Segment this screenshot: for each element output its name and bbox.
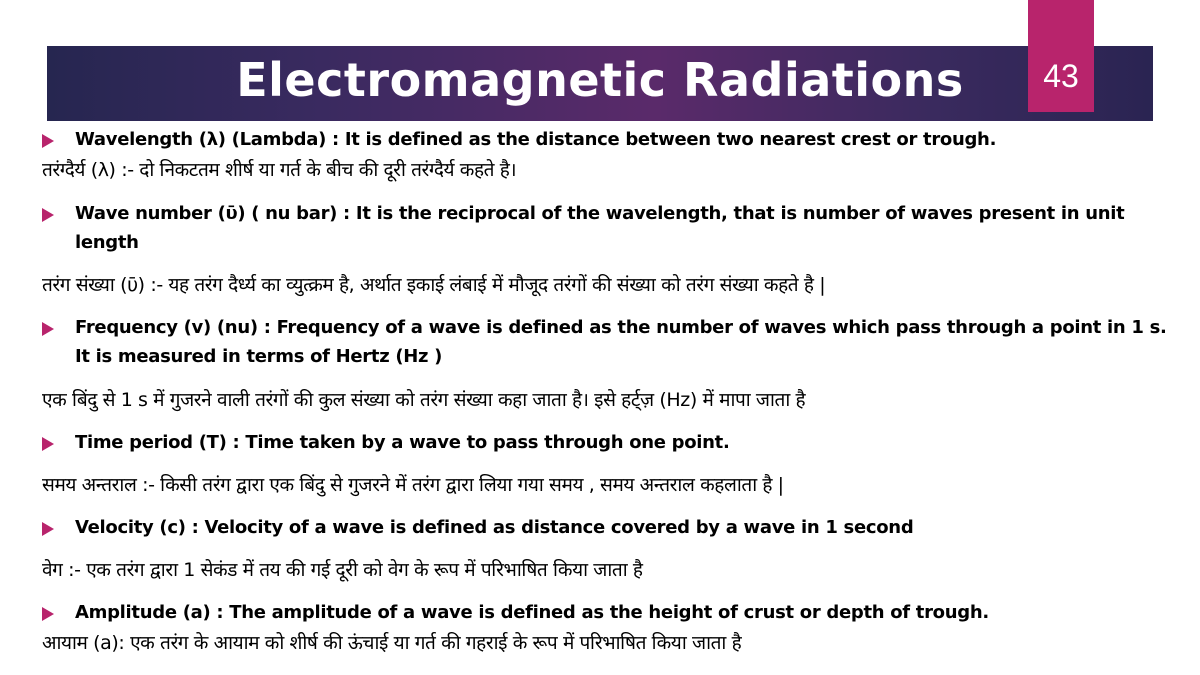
bullet-item-wave-number bbox=[42, 199, 1182, 257]
bullet-text: Wave number (ῡ) ( nu bar) : It is the reciprocal of the wavelength, that is number of waves present in unit length bbox=[75, 203, 1125, 253]
hindi-line-time-period: समय अन्तराल :- किसी तरंग द्वारा एक बिंदु से गुजरने में तरंग द्वारा लिया गया समय , समय अन्तराल कहलाता है | bbox=[42, 474, 784, 496]
arrow-bullet-icon bbox=[42, 208, 54, 222]
bullet-text: Wavelength (λ) (Lambda) : It is defined as the distance between two nearest crest or trough. bbox=[75, 129, 997, 150]
arrow-bullet-icon bbox=[42, 322, 54, 336]
page-number: 43 bbox=[1043, 58, 1079, 94]
bullet-text: Amplitude (a) : The amplitude of a wave is defined as the height of crust or depth of trough. bbox=[75, 602, 989, 623]
hindi-line-amplitude: आयाम (a): एक तरंग के आयाम को शीर्ष की ऊंचाई या गर्त की गहराई के रूप में परिभाषित किया जाता है bbox=[42, 632, 742, 654]
bullet-text: Velocity (c) : Velocity of a wave is defined as distance covered by a wave in 1 second bbox=[75, 517, 914, 538]
bullet-item-velocity bbox=[42, 513, 1182, 542]
bullet-item-wavelength bbox=[42, 125, 1182, 154]
arrow-bullet-icon bbox=[42, 522, 54, 536]
arrow-bullet-icon bbox=[42, 607, 54, 621]
hindi-line-frequency: एक बिंदु से 1 s में गुजरने वाली तरंगों की कुल संख्या को तरंग संख्या कहा जाता है। इसे हर्ट्ज़ (Hz) में मापा जाता है bbox=[42, 389, 806, 411]
hindi-line-wavelength: तरंग्दैर्य (λ) :- दो निकटतम शीर्ष या गर्त के बीच की दूरी तरंग्दैर्य कहते है। bbox=[42, 159, 517, 181]
hindi-line-velocity: वेग :- एक तरंग द्वारा 1 सेकंड में तय की गई दूरी को वेग के रूप में परिभाषित किया जाता है bbox=[42, 559, 643, 581]
arrow-bullet-icon bbox=[42, 134, 54, 148]
arrow-bullet-icon bbox=[42, 437, 54, 451]
bullet-item-amplitude bbox=[42, 598, 1182, 627]
hindi-line-wave-number: तरंग संख्या (ῡ) :- यह तरंग दैर्ध्य का व्युत्क्रम है, अर्थात इकाई लंबाई में मौजूद तरंगों की संख्या को तरंग संख्या कहते है | bbox=[42, 274, 826, 296]
slide-title: Electromagnetic Radiations bbox=[236, 53, 964, 107]
bullet-item-frequency bbox=[42, 313, 1182, 371]
bullet-text: Time period (T) : Time taken by a wave to pass through one point. bbox=[75, 432, 730, 453]
bullet-text: Frequency (v) (nu) : Frequency of a wave is defined as the number of waves which pass through a point in 1 s. It is measured in terms of Hertz (Hz ) bbox=[75, 317, 1167, 367]
bullet-item-time-period bbox=[42, 428, 1182, 457]
